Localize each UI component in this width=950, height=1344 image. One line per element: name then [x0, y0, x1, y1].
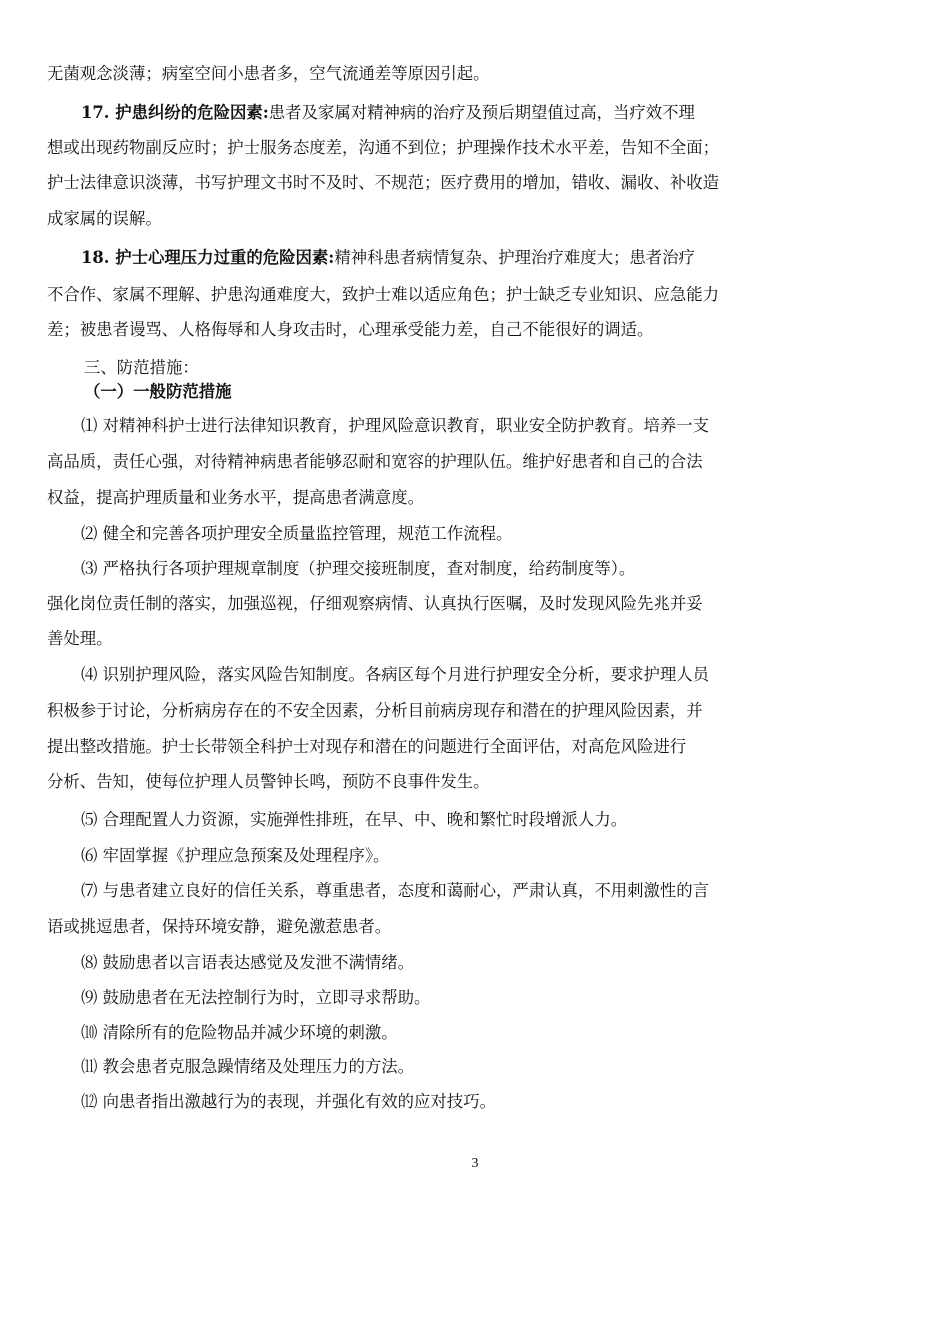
measure-8: ⑻ 鼓励患者以言语表达感觉及发泄不满情绪。 [81, 953, 415, 972]
item-17-heading: 17. 护患纠纷的危险因素: [81, 103, 269, 122]
section-3-1-heading: （一）一般防范措施 [84, 382, 232, 401]
measure-7-line-1: ⑺ 与患者建立良好的信任关系，尊重患者，态度和蔼耐心，严肃认真，不用刺激性的言 [81, 881, 710, 900]
measure-1-line-1: ⑴ 对精神科护士进行法律知识教育，护理风险意识教育，职业安全防护教育。培养一支 [81, 416, 710, 435]
text-line: 高品质，责任心强，对待精神病患者能够忍耐和宽容的护理队伍。维护好患者和自己的合法 [47, 452, 703, 471]
measure-6: ⑹ 牢固掌握《护理应急预案及处理程序》。 [81, 846, 390, 865]
item-17-line-1 [81, 101, 695, 125]
measure-12: ⑿ 向患者指出激越行为的表现，并强化有效的应对技巧。 [81, 1092, 496, 1111]
measure-3-line-1: ⑶ 严格执行各项护理规章制度（护理交接班制度，查对制度，给药制度等）。 [81, 559, 636, 578]
text-line: 权益，提高护理质量和业务水平，提高患者满意度。 [47, 488, 424, 507]
measure-5: ⑸ 合理配置人力资源，实施弹性排班，在早、中、晚和繁忙时段增派人力。 [81, 810, 628, 829]
page-number: 3 [471, 1156, 479, 1171]
text-line: 语或挑逗患者，保持环境安静，避免激惹患者。 [47, 917, 392, 936]
text-line: 护士法律意识淡薄，书写护理文书时不及时、不规范；医疗费用的增加，错收、漏收、补收造 [47, 173, 720, 192]
measure-10: ⑽ 清除所有的危险物品并减少环境的刺激。 [81, 1023, 398, 1042]
measure-2: ⑵ 健全和完善各项护理安全质量监控管理，规范工作流程。 [81, 524, 513, 543]
section-3-heading: 三、防范措施： [84, 358, 199, 377]
measure-4-line-1: ⑷ 识别护理风险，落实风险告知制度。各病区每个月进行护理安全分析，要求护理人员 [81, 665, 710, 684]
text-line: 分析、告知，使每位护理人员警钟长鸣，预防不良事件发生。 [47, 772, 490, 791]
text-line: 积极参于讨论，分析病房存在的不安全因素，分析目前病房现存和潜在的护理风险因素，并 [47, 701, 703, 720]
text-line: 强化岗位责任制的落实，加强巡视，仔细观察病情、认真执行医嘱，及时发现风险先兆并妥 [47, 594, 703, 613]
measure-9: ⑼ 鼓励患者在无法控制行为时，立即寻求帮助。 [81, 988, 431, 1007]
text-line: 成家属的误解。 [47, 209, 162, 228]
text-line: 不合作、家属不理解、护患沟通难度大，致护士难以适应角色；护士缺乏专业知识、应急能力 [47, 285, 720, 304]
item-18-line-1 [81, 246, 695, 270]
text-span: 精神科患者病情复杂、护理治疗难度大；患者治疗 [334, 248, 695, 267]
text-line: 善处理。 [47, 629, 113, 648]
text-line: 无菌观念淡薄；病室空间小患者多，空气流通差等原因引起。 [47, 64, 490, 83]
text-span: 患者及家属对精神病的治疗及预后期望值过高，当疗效不理 [268, 103, 695, 122]
text-line: 差；被患者谩骂、人格侮辱和人身攻击时，心理承受能力差，自己不能很好的调适。 [47, 320, 654, 339]
item-18-heading: 18. 护士心理压力过重的危险因素: [81, 248, 335, 267]
text-line: 提出整改措施。护士长带领全科护士对现存和潜在的问题进行全面评估，对高危风险进行 [47, 737, 687, 756]
text-line: 想或出现药物副反应时；护士服务态度差，沟通不到位；护理操作技术水平差，告知不全面； [47, 138, 720, 157]
measure-11: ⑾ 教会患者克服急躁情绪及处理压力的方法。 [81, 1057, 415, 1076]
